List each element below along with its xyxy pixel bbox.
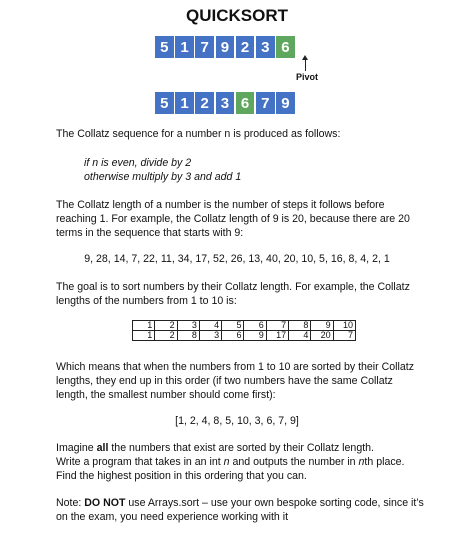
note-paragraph	[56, 496, 426, 524]
array-cell: 7	[256, 92, 275, 114]
array-cell: 9	[276, 92, 295, 114]
table-cell: 9	[311, 321, 333, 331]
text-line: Imagine all the numbers that exist are sorted by their Collatz length.	[56, 442, 374, 454]
text-line: terms in the sequence that starts with 9:	[56, 227, 244, 239]
sort-goal-paragraph	[56, 280, 426, 308]
table-cell: 7	[333, 331, 355, 341]
table-cell: 7	[266, 321, 288, 331]
array-cell: 2	[195, 92, 214, 114]
table-cell: 1	[133, 321, 155, 331]
array-cell: 7	[195, 36, 214, 58]
collatz-length-paragraph	[56, 198, 426, 240]
text-line: Note: DO NOT use Arrays.sort – use your own bespoke sorting code, since it’s	[56, 497, 424, 509]
collatz-intro: The Collatz sequence for a number n is produced as follows:	[56, 128, 341, 140]
table-cell: 2	[155, 321, 177, 331]
array-before-pivot	[155, 36, 296, 58]
task-paragraph	[56, 441, 426, 483]
pivot-cell: 6	[276, 36, 295, 58]
text-line: Which means that when the numbers from 1 to 10 are sorted by their Collatz	[56, 361, 415, 373]
table-cell: 6	[244, 321, 266, 331]
text-line: reaching 1. For example, the Collatz length of 9 is 20, because there are 20	[56, 213, 410, 225]
page-title: QUICKSORT	[186, 6, 288, 25]
sorted-order: [1, 2, 4, 8, 5, 10, 3, 6, 7, 9]	[175, 415, 299, 427]
array-cell: 5	[155, 92, 174, 114]
table-cell: 4	[199, 321, 221, 331]
table-cell: 3	[177, 321, 199, 331]
table-row-lengths	[133, 331, 356, 341]
table-cell: 8	[177, 331, 199, 341]
table-cell: 3	[199, 331, 221, 341]
collatz-rule-even: if n is even, divide by 2	[84, 157, 192, 169]
table-row-numbers	[133, 321, 356, 331]
array-cell: 9	[216, 36, 235, 58]
table-cell: 1	[133, 331, 155, 341]
text-line: Find the highest position in this ordering that you can.	[56, 470, 307, 482]
text-line: The goal is to sort numbers by their Collatz length. For example, the Collatz	[56, 281, 410, 293]
array-cell: 1	[175, 92, 194, 114]
array-after-partition	[155, 92, 296, 114]
table-cell: 17	[266, 331, 288, 341]
pivot-arrow-icon	[305, 59, 306, 71]
text-line: on the exam, you need experience working with it	[56, 511, 289, 523]
table-cell: 4	[289, 331, 311, 341]
array-cell: 2	[236, 36, 255, 58]
table-cell: 8	[289, 321, 311, 331]
text-line: lengths of the numbers from 1 to 10 is:	[56, 295, 237, 307]
collatz-lengths-table	[132, 320, 356, 341]
collatz-sequence: 9, 28, 14, 7, 22, 11, 34, 17, 52, 26, 13, 40, 20, 10, 5, 16, 8, 4, 2, 1	[84, 253, 390, 265]
pivot-label: Pivot	[296, 72, 319, 82]
sorted-explanation-paragraph	[56, 360, 426, 402]
collatz-rule-odd: otherwise multiply by 3 and add 1	[84, 171, 242, 183]
table-cell: 6	[222, 331, 244, 341]
array-cell: 1	[175, 36, 194, 58]
text-line: Write a program that takes in an int n and outputs the number in nth place.	[56, 456, 405, 468]
table-cell: 5	[222, 321, 244, 331]
text-line: The Collatz length of a number is the number of steps it follows before	[56, 199, 385, 211]
array-cell: 5	[155, 36, 174, 58]
table-cell: 10	[333, 321, 355, 331]
array-cell: 3	[216, 92, 235, 114]
text-line: length, the smallest number should come first):	[56, 389, 276, 401]
table-cell: 2	[155, 331, 177, 341]
pivot-cell: 6	[236, 92, 255, 114]
array-cell: 3	[256, 36, 275, 58]
text-line: lengths, they end up in this order (if two numbers have the same Collatz	[56, 375, 393, 387]
table-cell: 20	[311, 331, 333, 341]
table-cell: 9	[244, 331, 266, 341]
